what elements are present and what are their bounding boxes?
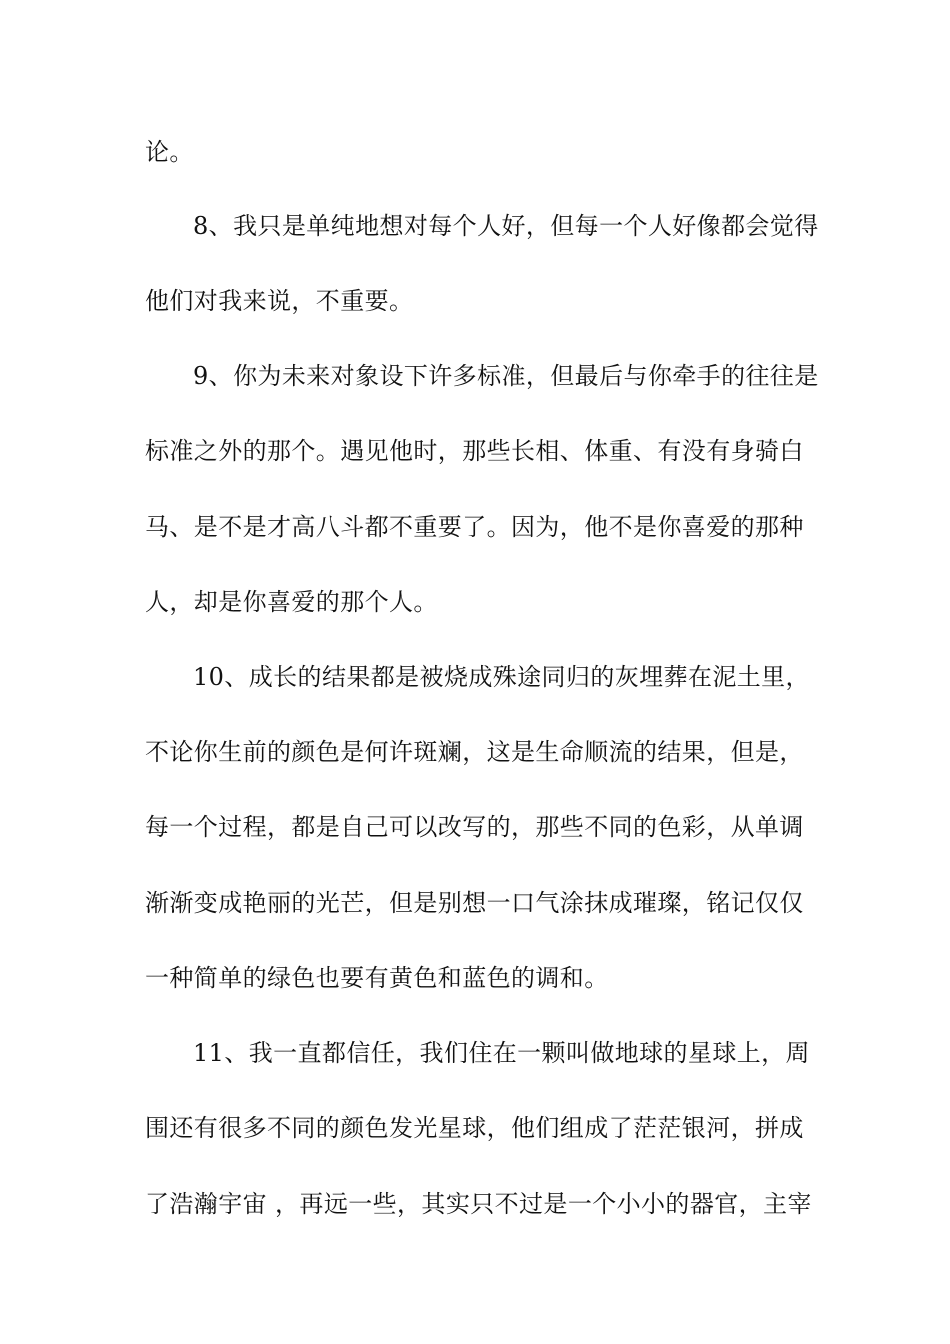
text-line: 渐渐变成艳丽的光芒，但是别想一口气涂抹成璀璨，铭记仅仅: [145, 889, 804, 917]
paragraph-8-line: 8、我只是单纯地想对每个人好，但每一个人好像都会觉得: [193, 212, 819, 240]
text-line: 围还有很多不同的颜色发光星球，他们组成了茫茫银河，拼成: [145, 1114, 804, 1142]
text-line: 不论你生前的颜色是何许斑斓，这是生命顺流的结果，但是，: [145, 738, 804, 766]
text-line: 人，却是你喜爱的那个人。: [145, 588, 438, 616]
paragraph-9-line: 9、你为未来对象设下许多标准，但最后与你牵手的往往是: [193, 362, 819, 390]
text-line: 一种简单的绿色也要有黄色和蓝色的调和。: [145, 964, 609, 992]
text-line: 他们对我来说，不重要。: [145, 287, 414, 315]
paragraph-11-line: 11、我一直都信任，我们住在一颗叫做地球的星球上，周: [193, 1039, 810, 1067]
text-line: 马、是不是才高八斗都不重要了。因为，他不是你喜爱的那种: [145, 513, 804, 541]
text-line: 了浩瀚宇宙 ，再远一些，其实只不过是一个小小的器官，主宰: [145, 1190, 812, 1218]
paragraph-10-line: 10、成长的结果都是被烧成殊途同归的灰埋葬在泥土里，: [193, 663, 810, 691]
text-line: 每一个过程，都是自己可以改写的，那些不同的色彩，从单调: [145, 813, 804, 841]
text-line: 论。: [145, 138, 194, 166]
text-line: 标准之外的那个。遇见他时，那些长相、体重、有没有身骑白: [145, 437, 804, 465]
